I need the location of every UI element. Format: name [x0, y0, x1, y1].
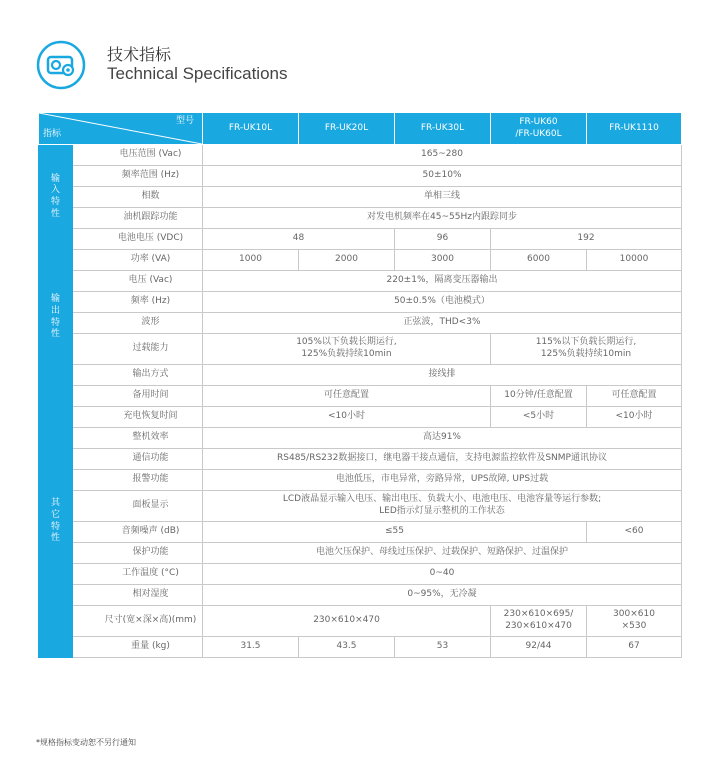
cell-value: 3000: [395, 250, 491, 271]
model-header: FR-UK1110: [587, 113, 682, 145]
table-row: [39, 250, 682, 271]
table-row: [39, 313, 682, 334]
row-label: 频率范围 (Hz): [73, 166, 203, 187]
cell-value: 接线排: [203, 365, 682, 386]
cell-value: 105%以下负载长期运行, 125%负载持续10min: [203, 334, 491, 365]
row-label: 频率 (Hz): [73, 292, 203, 313]
cell-value: 单相三线: [203, 187, 682, 208]
row-label: 音频噪声 (dB): [73, 522, 203, 543]
table-row: [39, 334, 682, 365]
row-label: 备用时间: [73, 386, 203, 407]
row-label: 保护功能: [73, 543, 203, 564]
row-label: 通信功能: [73, 449, 203, 470]
row-label: 电池电压 (VDC): [73, 229, 203, 250]
row-label: 电压范围 (Vac): [73, 145, 203, 166]
cell-value: <60: [587, 522, 682, 543]
cell-value: 可任意配置: [203, 386, 491, 407]
cell-value: 6000: [491, 250, 587, 271]
cell-value: 230×610×695/ 230×610×470: [491, 606, 587, 637]
table-row: [39, 428, 682, 449]
group-output: 输 出 特 性: [39, 250, 73, 386]
table-row: [39, 386, 682, 407]
cell-value: LCD液晶显示输入电压、输出电压、负载大小、电池电压、电池容量等运行参数; LED指示灯显示整机的工作状态: [203, 491, 682, 522]
cell-value: 48: [203, 229, 395, 250]
corner-bottom-label: 指标: [43, 129, 62, 140]
row-label: 工作温度 (°C): [73, 564, 203, 585]
table-row: [39, 271, 682, 292]
row-label: 充电恢复时间: [73, 407, 203, 428]
row-label: 整机效率: [73, 428, 203, 449]
header-row: [39, 113, 682, 145]
table-row: [39, 606, 682, 637]
table-row: [39, 365, 682, 386]
cell-value: 50±10%: [203, 166, 682, 187]
row-label: 电压 (Vac): [73, 271, 203, 292]
cell-value: 67: [587, 637, 682, 658]
row-label: 报警功能: [73, 470, 203, 491]
cell-value: 53: [395, 637, 491, 658]
cell-value: 10分钟/任意配置: [491, 386, 587, 407]
ups-device-icon: [36, 40, 86, 90]
cell-value: 0~40: [203, 564, 682, 585]
cell-value: 正弦波，THD<3%: [203, 313, 682, 334]
spec-table: [38, 112, 682, 658]
row-label: 功率 (VA): [73, 250, 203, 271]
row-label: 相数: [73, 187, 203, 208]
cell-value: <10小时: [587, 407, 682, 428]
row-label: 重量 (kg): [73, 637, 203, 658]
group-other: 其 它 特 性: [39, 386, 73, 658]
table-row: [39, 491, 682, 522]
cell-value: 1000: [203, 250, 299, 271]
table-row: [39, 166, 682, 187]
cell-value: 0~95%，无冷凝: [203, 585, 682, 606]
cell-value: 92/44: [491, 637, 587, 658]
table-row: [39, 229, 682, 250]
cell-value: 43.5: [299, 637, 395, 658]
cell-value: <5小时: [491, 407, 587, 428]
table-row: [39, 187, 682, 208]
cell-value: <10小时: [203, 407, 491, 428]
table-row: [39, 470, 682, 491]
table-row: [39, 585, 682, 606]
cell-value: 230×610×470: [203, 606, 491, 637]
row-label: 面板显示: [73, 491, 203, 522]
cell-value: 220±1%，隔离变压器输出: [203, 271, 682, 292]
row-label: 尺寸(宽×深×高)(mm): [73, 606, 203, 637]
page-header: [36, 40, 676, 100]
table-row: [39, 522, 682, 543]
table-row: [39, 449, 682, 470]
cell-value: 2000: [299, 250, 395, 271]
cell-value: 电池低压，市电异常，旁路异常，UPS故障, UPS过载: [203, 470, 682, 491]
cell-value: 10000: [587, 250, 682, 271]
corner-top-label: 型号: [175, 116, 194, 126]
table-row: [39, 145, 682, 166]
cell-value: 50±0.5%（电池模式）: [203, 292, 682, 313]
title-cn: 技术指标: [107, 45, 172, 64]
row-label: 输出方式: [73, 365, 203, 386]
table-row: [39, 637, 682, 658]
row-label: 过载能力: [73, 334, 203, 365]
model-header: FR-UK10L: [203, 113, 299, 145]
footnote: *规格指标变动恕不另行通知: [36, 738, 136, 747]
table-row: [39, 407, 682, 428]
model-header: FR-UK20L: [299, 113, 395, 145]
model-header: FR-UK30L: [395, 113, 491, 145]
table-row: [39, 564, 682, 585]
model-header: FR-UK60 /FR-UK60L: [491, 113, 587, 145]
cell-value: 高达91%: [203, 428, 682, 449]
cell-value: 192: [491, 229, 682, 250]
cell-value: 31.5: [203, 637, 299, 658]
cell-value: 电池欠压保护、母线过压保护、过载保护、短路保护、过温保护: [203, 543, 682, 564]
cell-value: 165~280: [203, 145, 682, 166]
row-label: 油机跟踪功能: [73, 208, 203, 229]
cell-value: 可任意配置: [587, 386, 682, 407]
cell-value: 96: [395, 229, 491, 250]
title-en: Technical Specifications: [107, 64, 288, 83]
corner-cell: [39, 113, 203, 145]
row-label: 相对湿度: [73, 585, 203, 606]
table-row: [39, 292, 682, 313]
table-row: [39, 208, 682, 229]
cell-value: 300×610 ×530: [587, 606, 682, 637]
cell-value: RS485/RS232数据接口，继电器干接点通信，支持电源监控软件及SNMP通讯协议: [203, 449, 682, 470]
cell-value: 对发电机频率在45~55Hz内跟踪同步: [203, 208, 682, 229]
group-input: 输 入 特 性: [39, 145, 73, 250]
row-label: 波形: [73, 313, 203, 334]
cell-value: ≤55: [203, 522, 587, 543]
cell-value: 115%以下负载长期运行, 125%负载持续10min: [491, 334, 682, 365]
table-row: [39, 543, 682, 564]
